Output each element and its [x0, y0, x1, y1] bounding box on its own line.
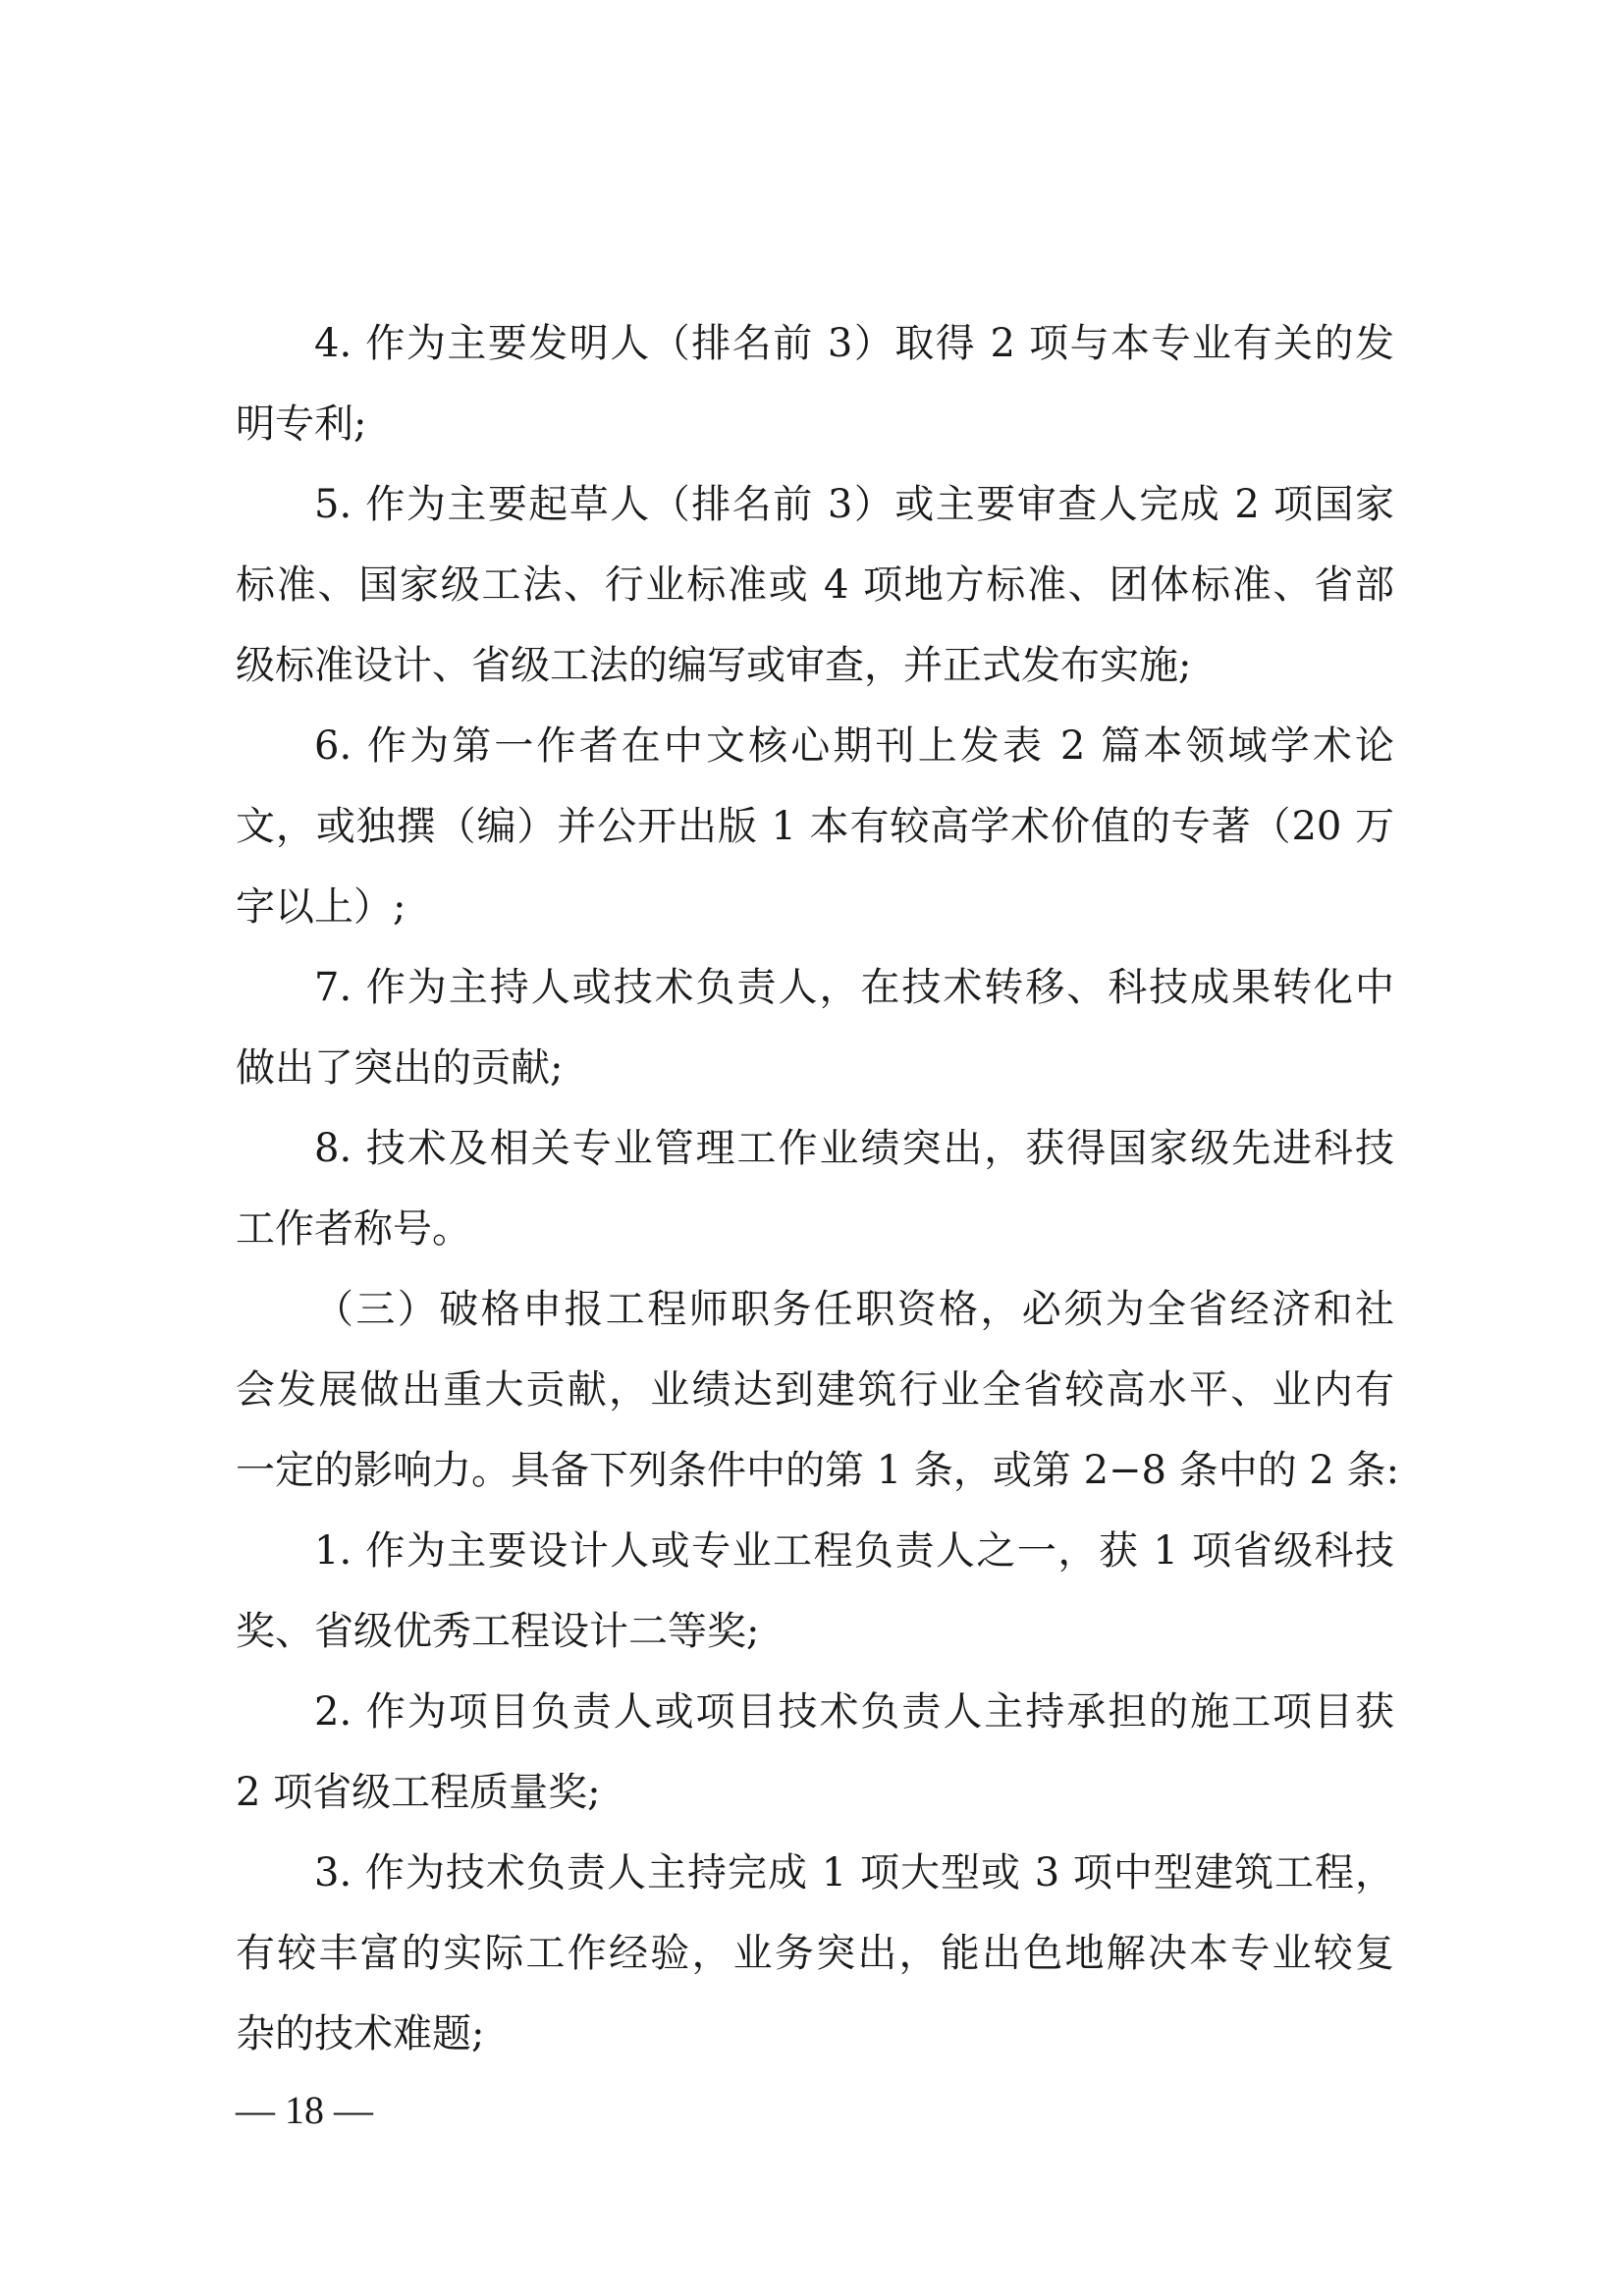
- item-3-line-2: 有较丰富的实际工作经验，业务突出，能出色地解决本专业较复: [236, 1931, 1394, 1976]
- paragraph-8-line-2: 工作者称号。: [236, 1206, 471, 1252]
- item-2-line-1: 2. 作为项目负责人或项目技术负责人主持承担的施工项目获: [314, 1689, 1394, 1735]
- paragraph-8-line-1: 8. 技术及相关专业管理工作业绩突出，获得国家级先进科技: [314, 1126, 1394, 1171]
- paragraph-7-line-2: 做出了突出的贡献;: [236, 1045, 564, 1091]
- paragraph-7-line-1: 7. 作为主持人或技术负责人，在技术转移、科技成果转化中: [314, 965, 1394, 1010]
- paragraph-5-line-1: 5. 作为主要起草人（排名前 3）或主要审查人完成 2 项国家: [314, 482, 1394, 527]
- section-3-line-2: 会发展做出重大贡献，业绩达到建筑行业全省较高水平、业内有: [236, 1367, 1394, 1413]
- paragraph-4-line-1: 4. 作为主要发明人（排名前 3）取得 2 项与本专业有关的发: [314, 321, 1394, 366]
- section-3-line-3: 一定的影响力。具备下列条件中的第 1 条，或第 2−8 条中的 2 条:: [236, 1448, 1400, 1493]
- item-1-line-2: 奖、省级优秀工程设计二等奖;: [236, 1609, 760, 1654]
- item-1-line-1: 1. 作为主要设计人或专业工程负责人之一，获 1 项省级科技: [314, 1528, 1394, 1574]
- paragraph-5-line-2: 标准、国家级工法、行业标准或 4 项地方标准、团体标准、省部: [236, 562, 1394, 608]
- section-3-line-1: （三）破格申报工程师职务任职资格，必须为全省经济和社: [314, 1287, 1394, 1332]
- paragraph-6-line-2: 文，或独撰（编）并公开出版 1 本有较高学术价值的专著（20 万: [236, 804, 1394, 849]
- item-2-line-2: 2 项省级工程质量奖;: [236, 1770, 601, 1815]
- paragraph-5-line-3: 级标准设计、省级工法的编写或审查，并正式发布实施;: [236, 643, 1192, 688]
- item-3-line-3: 杂的技术难题;: [236, 2011, 485, 2056]
- paragraph-6-line-3: 字以上）;: [236, 884, 406, 930]
- item-3-line-1: 3. 作为技术负责人主持完成 1 项大型或 3 项中型建筑工程，: [314, 1850, 1394, 1896]
- page-number: — 18 —: [236, 2088, 373, 2132]
- paragraph-6-line-1: 6. 作为第一作者在中文核心期刊上发表 2 篇本领域学术论: [314, 723, 1394, 769]
- paragraph-4-line-2: 明专利;: [236, 401, 367, 447]
